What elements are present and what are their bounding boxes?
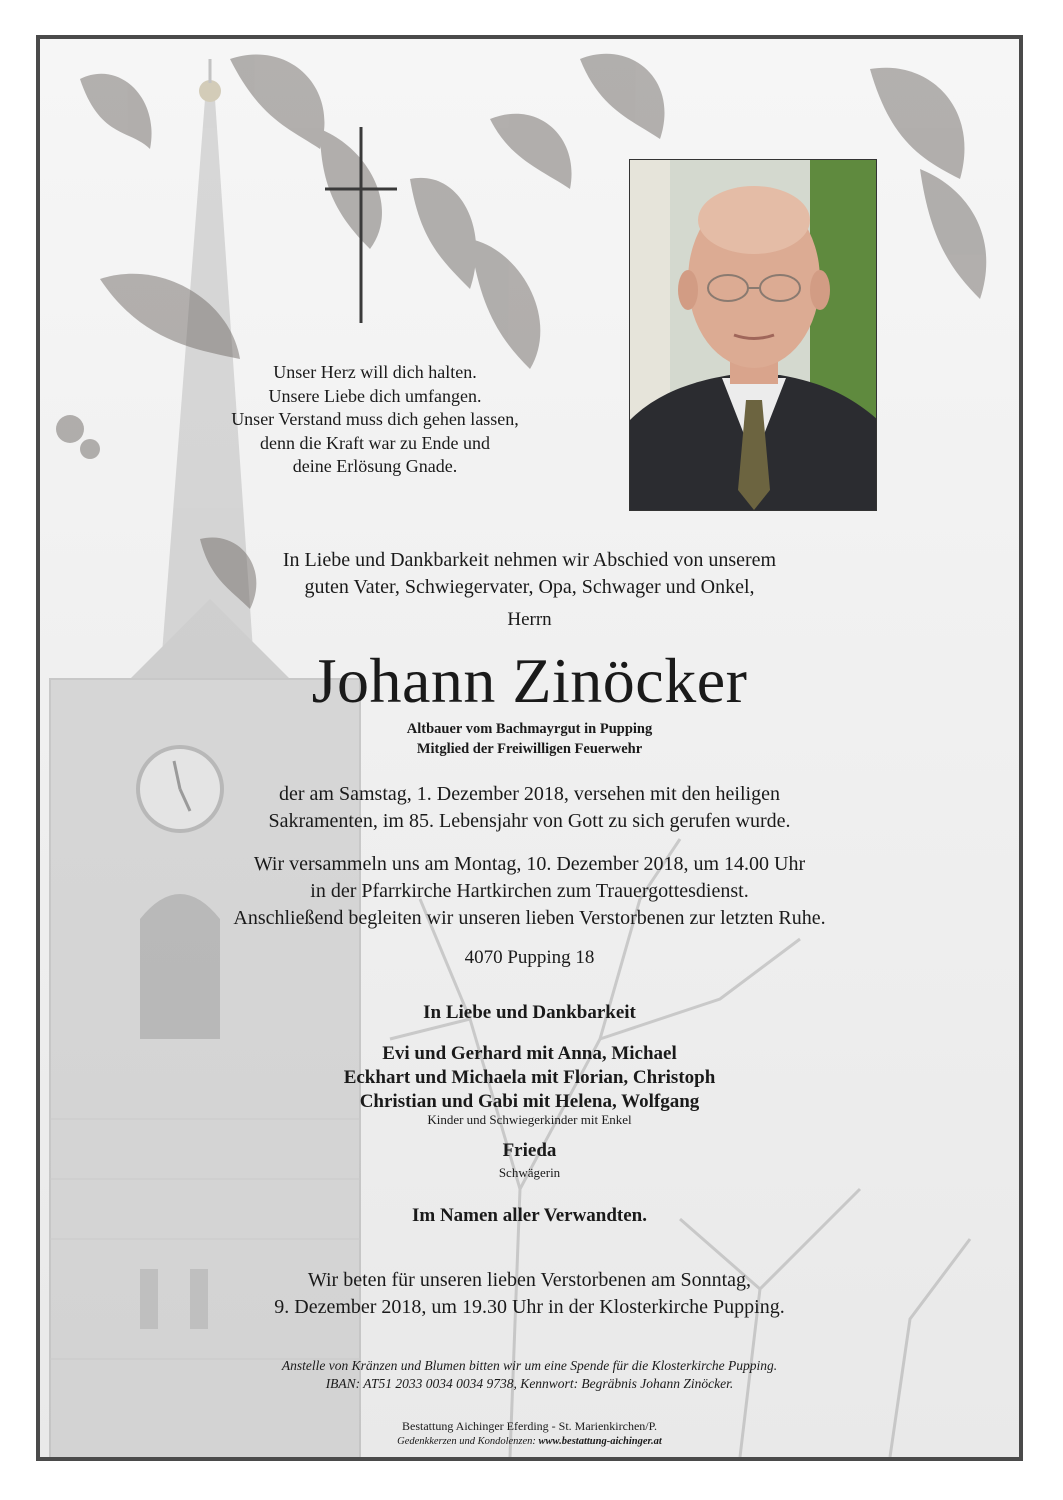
title-line: Altbauer vom Bachmayrgut in Pupping: [406, 721, 653, 737]
donation-line: Anstelle von Kränzen und Blumen bitten wir um eine Spende für die Klosterkirche Pupping.: [281, 1358, 778, 1373]
deceased-titles: [40, 719, 1019, 759]
prayer-line: 9. Dezember 2018, um 19.30 Uhr in der Klosterkirche Pupping.: [274, 1296, 785, 1318]
salutation: Herrn: [507, 609, 552, 630]
poem-line: Unser Herz will dich halten.: [273, 362, 477, 382]
donation-notice: [40, 1357, 1019, 1393]
cross-icon: [325, 127, 397, 323]
condolence-link[interactable]: www.bestattung-aichinger.at: [538, 1436, 662, 1447]
death-notice-line: der am Samstag, 1. Dezember 2018, versehen mit den heiligen: [279, 783, 780, 805]
death-notice: [40, 781, 1019, 835]
undertaker-name: Bestattung Aichinger Eferding - St. Marienkirchen/P.: [402, 1419, 657, 1433]
poem-line: Unsere Liebe dich umfangen.: [268, 385, 482, 406]
obituary-card: [36, 35, 1023, 1461]
intro-line: In Liebe und Dankbarkeit nehmen wir Abschied von unserem: [282, 549, 777, 571]
relatives-closing: Im Namen aller Verwandten.: [411, 1205, 648, 1226]
relative-name: Frieda: [502, 1140, 557, 1161]
closing-line: In Liebe und Dankbarkeit: [423, 1002, 636, 1023]
condolence-line: [40, 1436, 1019, 1447]
family-list: [40, 1042, 1019, 1114]
relative-relation-note: Schwägerin: [498, 1165, 561, 1180]
deceased-name: Johann Zinöcker: [311, 645, 748, 716]
death-notice-line: Sakramenten, im 85. Lebensjahr von Gott zu sich gerufen wurde.: [268, 810, 791, 832]
family-member: Christian und Gabi mit Helena, Wolfgang: [359, 1091, 700, 1112]
donation-line: IBAN: AT51 2033 0034 0034 9738, Kennwort: Begräbnis Johann Zinöcker.: [325, 1376, 734, 1391]
intro-line: guten Vater, Schwiegervater, Opa, Schwager und Onkel,: [304, 576, 755, 598]
family-relation-note: Kinder und Schwiegerkinder mit Enkel: [427, 1112, 632, 1127]
funeral-service-text: [40, 851, 1019, 932]
family-member: Evi und Gerhard mit Anna, Michael: [382, 1043, 677, 1064]
family-member: Eckhart und Michaela mit Florian, Christoph: [343, 1067, 716, 1088]
portrait-photo: [629, 159, 877, 511]
title-line: Mitglied der Freiwilligen Feuerwehr: [416, 741, 643, 757]
poem-line: denn die Kraft war zu Ende und: [260, 432, 490, 453]
prayer-line: Wir beten für unseren lieben Verstorbenen am Sonntag,: [307, 1269, 752, 1291]
service-line: Wir versammeln uns am Montag, 10. Dezember 2018, um 14.00 Uhr: [253, 853, 806, 875]
poem-line: Unser Verstand muss dich gehen lassen,: [231, 409, 519, 429]
intro-text: [40, 547, 1019, 601]
poem-line: deine Erlösung Gnade.: [292, 456, 458, 476]
service-line: Anschließend begleiten wir unseren lieben Verstorbenen zur letzten Ruhe.: [233, 907, 826, 929]
poem-verse: [190, 361, 560, 479]
service-line: in der Pfarrkirche Hartkirchen zum Trauergottesdienst.: [310, 880, 749, 902]
address: 4070 Pupping 18: [464, 947, 595, 968]
prayer-notice: [40, 1267, 1019, 1321]
condolence-label: Gedenkkerzen und Kondolenzen:: [397, 1436, 536, 1447]
